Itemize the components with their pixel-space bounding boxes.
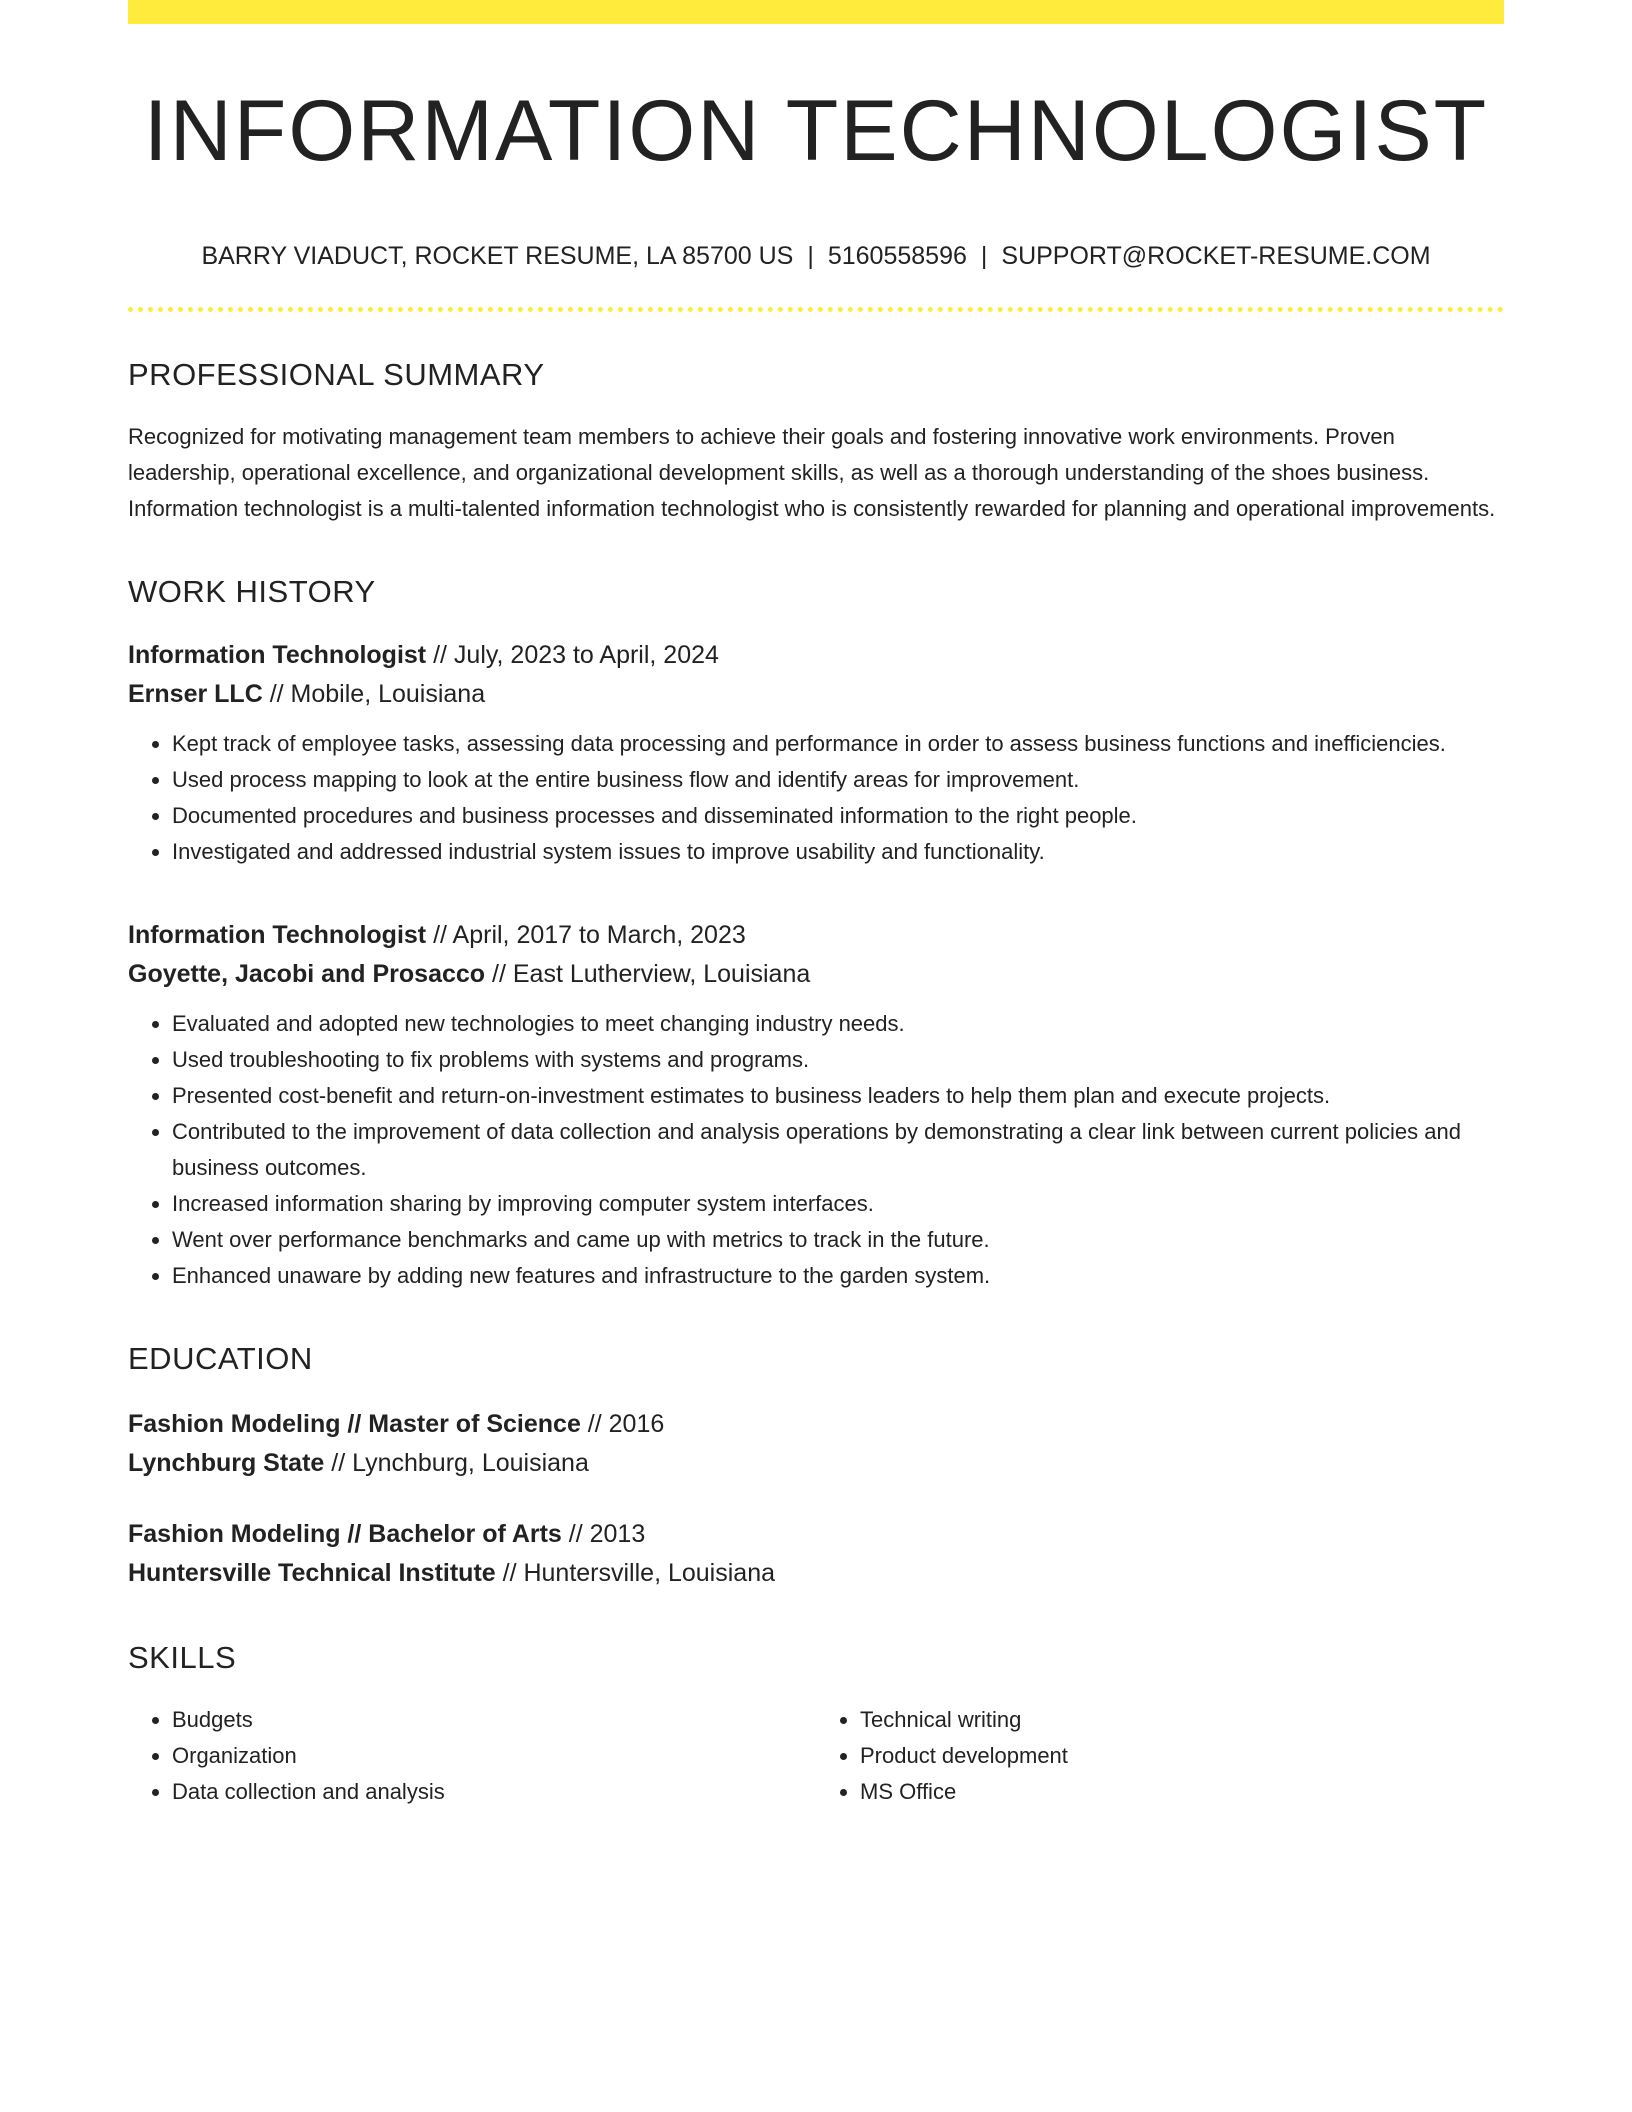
job-bullet: • Enhanced unaware by adding new features and infrastructure to the garden system. [172,1258,1504,1294]
education-degree-line [128,1515,1504,1554]
education-entry [128,1405,1504,1483]
skill-item: • Organization [172,1738,816,1774]
job-bullets [128,726,1504,870]
education-year: // 2016 [580,1410,665,1439]
job-entry [128,636,1504,870]
summary-text: Recognized for motivating management team members to achieve their goals and fostering innovative work environments. Proven leadership, operational excellence, and organizational development skills, as well as a thorough understanding of the shoes business. Information technologist is a multi-talented information technologist who is consistently rewarded for planning and operational improvements. [128,423,1496,521]
job-bullet: • Increased information sharing by improving computer system interfaces. [172,1186,1504,1222]
section-title-education: EDUCATION [128,1340,313,1376]
education-school: Huntersville Technical Institute [128,1559,496,1588]
skill-item: • Data collection and analysis [172,1774,816,1810]
job-title-line [128,636,1504,675]
job-location: // Mobile, Louisiana [262,679,486,708]
job-company-line [128,955,1504,994]
skill-item: • Technical writing [860,1702,1504,1738]
education-school-line [128,1444,1504,1483]
section-title-work-history: WORK HISTORY [128,573,376,609]
dotted-divider [128,307,1504,312]
education-degree: Fashion Modeling // Master of Science [128,1410,581,1439]
job-dates: // July, 2023 to April, 2024 [426,640,719,669]
job-company-line [128,675,1504,714]
top-accent-bar [128,0,1504,24]
job-role: Information Technologist [128,640,427,669]
job-entry [128,916,1504,1294]
job-bullet: • Presented cost-benefit and return-on-investment estimates to business leaders to help them plan and execute projects. [172,1078,1504,1114]
job-bullet: • Used troubleshooting to fix problems with systems and programs. [172,1042,1504,1078]
contact-line [128,241,1504,271]
job-location: // East Lutherview, Louisiana [485,959,811,988]
education-location: // Huntersville, Louisiana [495,1559,775,1588]
job-bullet: • Went over performance benchmarks and came up with metrics to track in the future. [172,1222,1504,1258]
education-degree: Fashion Modeling // Bachelor of Arts [128,1520,562,1549]
education-year: // 2013 [561,1520,646,1549]
education-school-line [128,1554,1504,1593]
job-company: Goyette, Jacobi and Prosacco [128,959,486,988]
section-title-skills: SKILLS [128,1640,237,1676]
job-bullet: • Used process mapping to look at the entire business flow and identify areas for improvement. [172,762,1504,798]
education-entry [128,1515,1504,1593]
education-degree-line [128,1405,1504,1444]
job-dates: // April, 2017 to March, 2023 [426,920,746,949]
job-bullet: • Investigated and addressed industrial system issues to improve usability and functionality. [172,834,1504,870]
resume-page [128,0,1504,1810]
contact-address: BARRY VIADUCT, ROCKET RESUME, LA 85700 US [201,241,794,270]
job-bullet: • Evaluated and adopted new technologies to meet changing industry needs. [172,1006,1504,1042]
job-role: Information Technologist [128,920,427,949]
job-bullet: • Contributed to the improvement of data collection and analysis operations by demonstrating a clear link between current policies and business outcomes. [172,1114,1504,1186]
job-bullet: • Kept track of employee tasks, assessing data processing and performance in order to assess business functions and inefficiencies. [172,726,1504,762]
contact-email: SUPPORT@ROCKET-RESUME.COM [1001,241,1431,270]
skill-item: • Budgets [172,1702,816,1738]
contact-separator: | [807,241,814,270]
contact-phone: 5160558596 [827,241,967,270]
skill-item: • Product development [860,1738,1504,1774]
skills-grid [128,1702,1504,1810]
job-bullet: • Documented procedures and business processes and disseminated information to the right people. [172,798,1504,834]
job-bullets [128,1006,1504,1294]
education-location: // Lynchburg, Louisiana [324,1449,589,1478]
education-school: Lynchburg State [128,1449,325,1478]
skill-item: • MS Office [860,1774,1504,1810]
resume-name-title: INFORMATION TECHNOLOGIST [143,83,1489,179]
contact-separator: | [980,241,988,270]
section-title-summary: PROFESSIONAL SUMMARY [128,356,545,392]
skills-column-right [816,1702,1504,1810]
skills-column-left [128,1702,816,1810]
job-company: Ernser LLC [128,679,263,708]
job-title-line [128,916,1504,955]
